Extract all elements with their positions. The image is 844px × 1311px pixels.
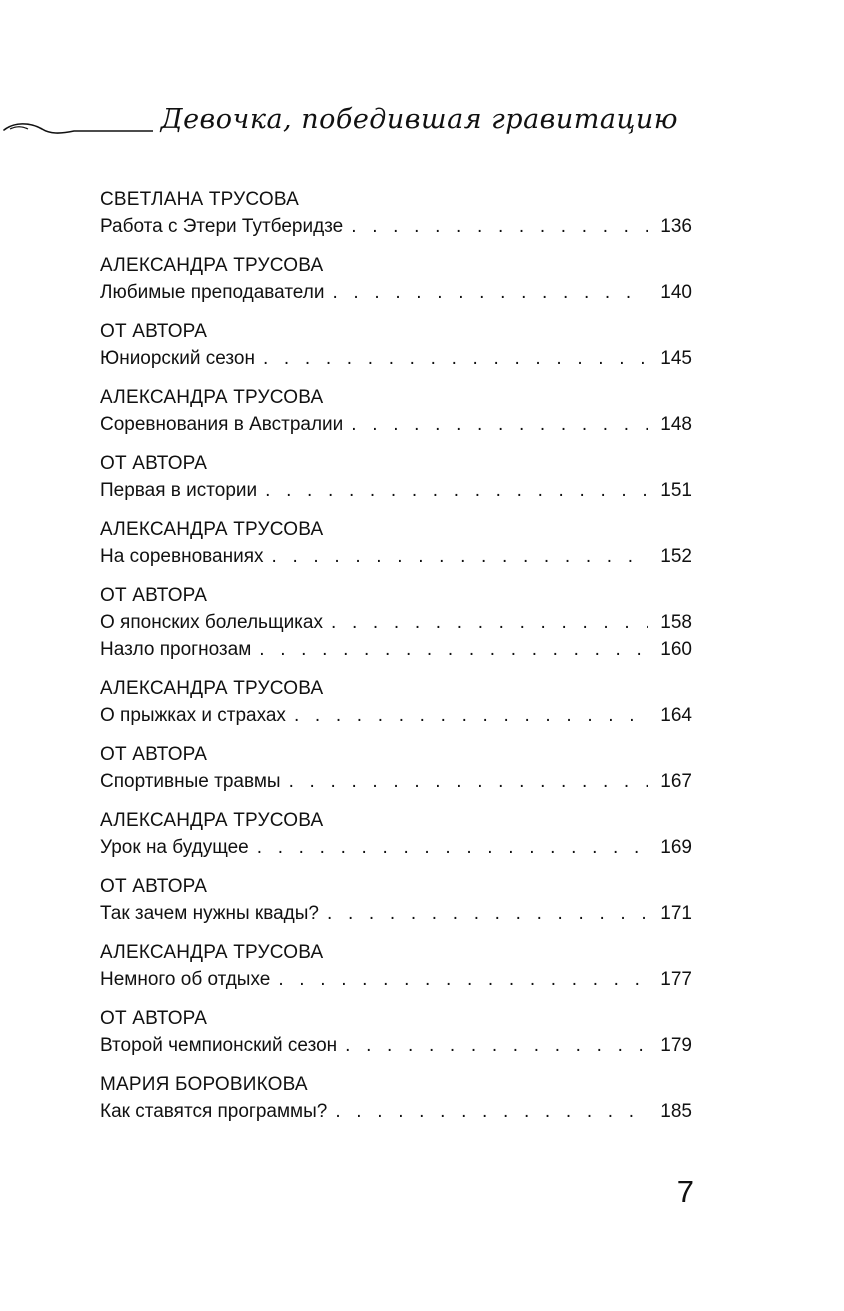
toc-entry [100,477,692,504]
dot-leader [294,702,648,729]
toc-entry-title: Урок на будущее [100,837,249,858]
toc-section [100,1005,692,1059]
toc-entry-page-number: 171 [660,903,692,924]
toc-entry-page-number: 160 [660,639,692,660]
dot-leader [257,834,648,861]
toc-entry-page-number: 158 [660,612,692,633]
section-author-heading: ОТ АВТОРА [100,744,208,765]
dot-leader [265,477,648,504]
toc-entry [100,702,692,729]
toc-section [100,252,692,306]
toc-section [100,675,692,729]
section-author-heading: МАРИЯ БОРОВИКОВА [100,1074,308,1095]
toc-section [100,873,692,927]
toc-entry [100,900,692,927]
toc-entry-title: Так зачем нужны квады? [100,903,319,924]
dot-leader [351,411,648,438]
table-of-contents [100,186,692,1137]
toc-entry [100,1032,692,1059]
toc-section [100,318,692,372]
toc-section [100,516,692,570]
running-header-book-title: Девочка, победившая гравитацию [153,104,686,135]
toc-entry [100,768,692,795]
toc-entry-title: Спортивные травмы [100,771,281,792]
toc-section [100,1071,692,1125]
toc-entry-title: Работа с Этери Тутберидзе [100,216,344,237]
toc-entry-page-number: 179 [660,1035,692,1056]
toc-entry-page-number: 164 [660,705,692,726]
toc-entry [100,834,692,861]
toc-entry-title: Первая в истории [100,480,258,501]
toc-entry-page-number: 152 [660,546,692,567]
dot-leader [331,609,648,636]
dot-leader [263,345,648,372]
toc-entry-title: О прыжках и страхах [100,705,286,726]
dot-leader [271,543,648,570]
section-author-heading: АЛЕКСАНДРА ТРУСОВА [100,255,324,276]
section-author-heading: ОТ АВТОРА [100,1008,208,1029]
dot-leader [259,636,648,663]
section-author-heading: ОТ АВТОРА [100,321,208,342]
toc-entry-title: На соревнованиях [100,546,264,567]
toc-entry-title: Второй чемпионский сезон [100,1035,338,1056]
toc-entry-page-number: 145 [660,348,692,369]
toc-entry [100,609,692,636]
section-author-heading: АЛЕКСАНДРА ТРУСОВА [100,942,324,963]
dot-leader [278,966,648,993]
toc-entry [100,1098,692,1125]
section-author-heading: АЛЕКСАНДРА ТРУСОВА [100,678,324,699]
dot-leader [351,213,648,240]
section-author-heading: ОТ АВТОРА [100,585,208,606]
toc-entry [100,636,692,663]
toc-entry-page-number: 151 [660,480,692,501]
toc-section [100,450,692,504]
section-author-heading: ОТ АВТОРА [100,453,208,474]
section-author-heading: АЛЕКСАНДРА ТРУСОВА [100,387,324,408]
toc-entry [100,279,692,306]
section-author-heading: СВЕТЛАНА ТРУСОВА [100,189,299,210]
section-author-heading: ОТ АВТОРА [100,876,208,897]
toc-entry-title: О японских болельщиках [100,612,323,633]
dot-leader [327,900,648,927]
toc-entry-page-number: 177 [660,969,692,990]
toc-entry-title: Как ставятся программы? [100,1101,328,1122]
toc-section [100,582,692,663]
toc-section [100,186,692,240]
toc-section [100,741,692,795]
section-author-heading: АЛЕКСАНДРА ТРУСОВА [100,810,324,831]
toc-entry [100,966,692,993]
toc-entry-page-number: 136 [660,216,692,237]
toc-entry-title: Любимые преподаватели [100,282,325,303]
toc-entry-title: Назло прогнозам [100,639,252,660]
section-author-heading: АЛЕКСАНДРА ТРУСОВА [100,519,324,540]
toc-entry-page-number: 185 [660,1101,692,1122]
toc-entry [100,411,692,438]
dot-leader [335,1098,648,1125]
toc-entry-page-number: 167 [660,771,692,792]
toc-entry-title: Соревнования в Австралии [100,414,344,435]
toc-entry [100,543,692,570]
dot-leader [289,768,648,795]
toc-section [100,384,692,438]
toc-section [100,807,692,861]
dot-leader [332,279,648,306]
toc-section [100,939,692,993]
toc-entry-page-number: 140 [660,282,692,303]
toc-entry-page-number: 169 [660,837,692,858]
toc-entry-title: Немного об отдыхе [100,969,271,990]
toc-entry-title: Юниорский сезон [100,348,255,369]
page-number: 7 [676,1174,694,1209]
toc-entry-page-number: 148 [660,414,692,435]
toc-entry [100,213,692,240]
toc-entry [100,345,692,372]
dot-leader [345,1032,648,1059]
